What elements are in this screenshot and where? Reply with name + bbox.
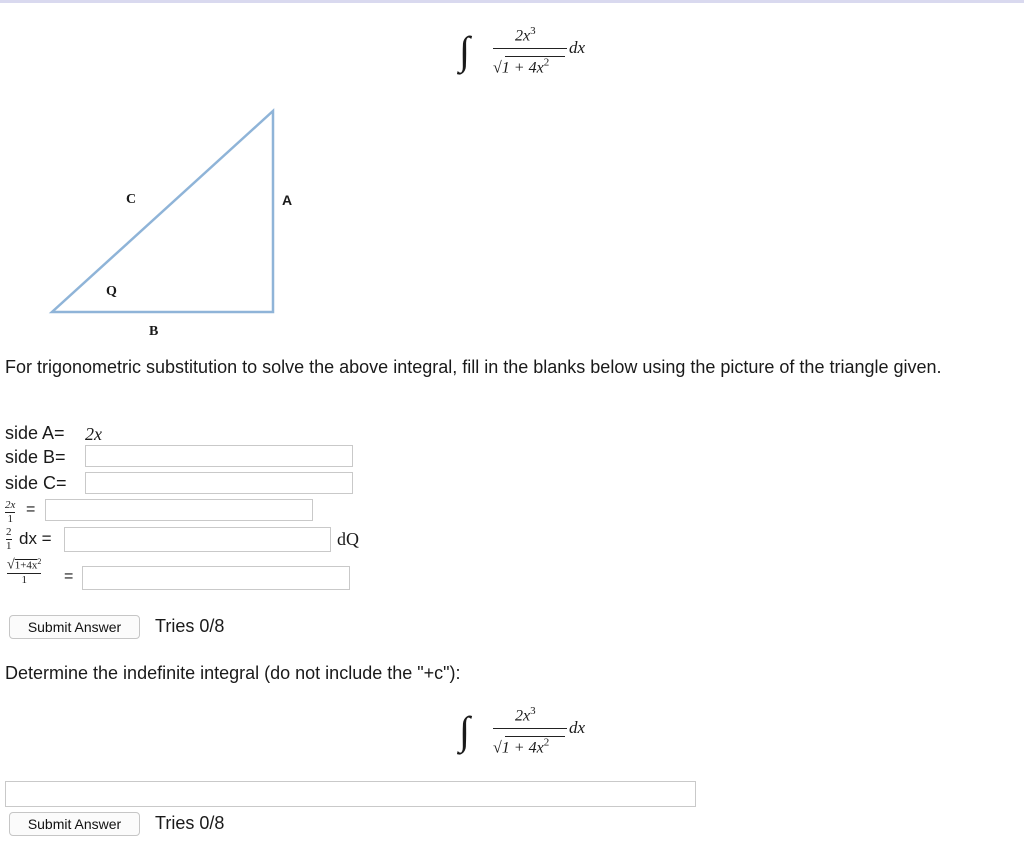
top-divider bbox=[0, 0, 1024, 3]
integral-differential: dx bbox=[569, 38, 586, 57]
dx-equals-label: dx = bbox=[19, 529, 52, 548]
dx-input[interactable] bbox=[64, 527, 331, 552]
submit-answer-button-1[interactable]: Submit Answer bbox=[9, 615, 140, 639]
side-c-input[interactable] bbox=[85, 472, 353, 494]
integral-expression-bottom bbox=[455, 705, 595, 767]
fraction-bar bbox=[493, 728, 567, 729]
submit-answer-button-2[interactable]: Submit Answer bbox=[9, 812, 140, 836]
integral-denominator: $√1 + 4x^2$ bbox=[493, 57, 550, 77]
integral-numerator: $2x^3$ bbox=[515, 705, 536, 725]
side-b-label: side B= bbox=[5, 447, 66, 467]
triangle-label-a: A bbox=[282, 192, 293, 208]
tries-counter-2: Tries 0/8 bbox=[155, 813, 225, 833]
triangle-label-q: Q bbox=[106, 284, 117, 299]
right-triangle-diagram bbox=[40, 105, 293, 320]
fraction-sqrt-over-1: $√1+4x^2$ 1 bbox=[7, 557, 42, 586]
fraction-2x-over-1: 2x 1 bbox=[5, 499, 16, 525]
side-a-label: side A= bbox=[5, 423, 65, 443]
indefinite-integral-heading: Determine the indefinite integral (do not include the "+c"): bbox=[5, 663, 461, 683]
side-c-label: side C= bbox=[5, 473, 67, 493]
integral-sign: ∫ bbox=[459, 708, 470, 753]
triangle-label-c: C bbox=[126, 192, 137, 207]
equals-sign-3: = bbox=[64, 568, 74, 585]
side-a-value: 2x bbox=[85, 424, 102, 444]
indefinite-integral-answer-input[interactable] bbox=[5, 781, 696, 807]
integral-differential: dx bbox=[569, 718, 586, 737]
fraction-bar bbox=[493, 48, 567, 49]
side-b-input[interactable] bbox=[85, 445, 353, 467]
fraction-2x-input[interactable] bbox=[45, 499, 313, 521]
fraction-2-over-1: 2 1 bbox=[6, 526, 12, 552]
integral-expression-top bbox=[455, 25, 595, 87]
sqrt-fraction-input[interactable] bbox=[82, 566, 350, 590]
integral-sign: ∫ bbox=[459, 28, 470, 73]
equals-sign-1: = bbox=[26, 501, 36, 518]
dq-label: dQ bbox=[337, 529, 359, 549]
triangle-shape bbox=[52, 111, 273, 312]
triangle-label-b: B bbox=[149, 324, 159, 339]
integral-denominator: $√1 + 4x^2$ bbox=[493, 737, 550, 757]
integral-numerator: $2x^3$ bbox=[515, 25, 536, 45]
tries-counter-1: Tries 0/8 bbox=[155, 616, 225, 636]
question-text: For trigonometric substitution to solve the above integral, fill in the blanks below using the picture of the triangle given. bbox=[5, 357, 942, 377]
